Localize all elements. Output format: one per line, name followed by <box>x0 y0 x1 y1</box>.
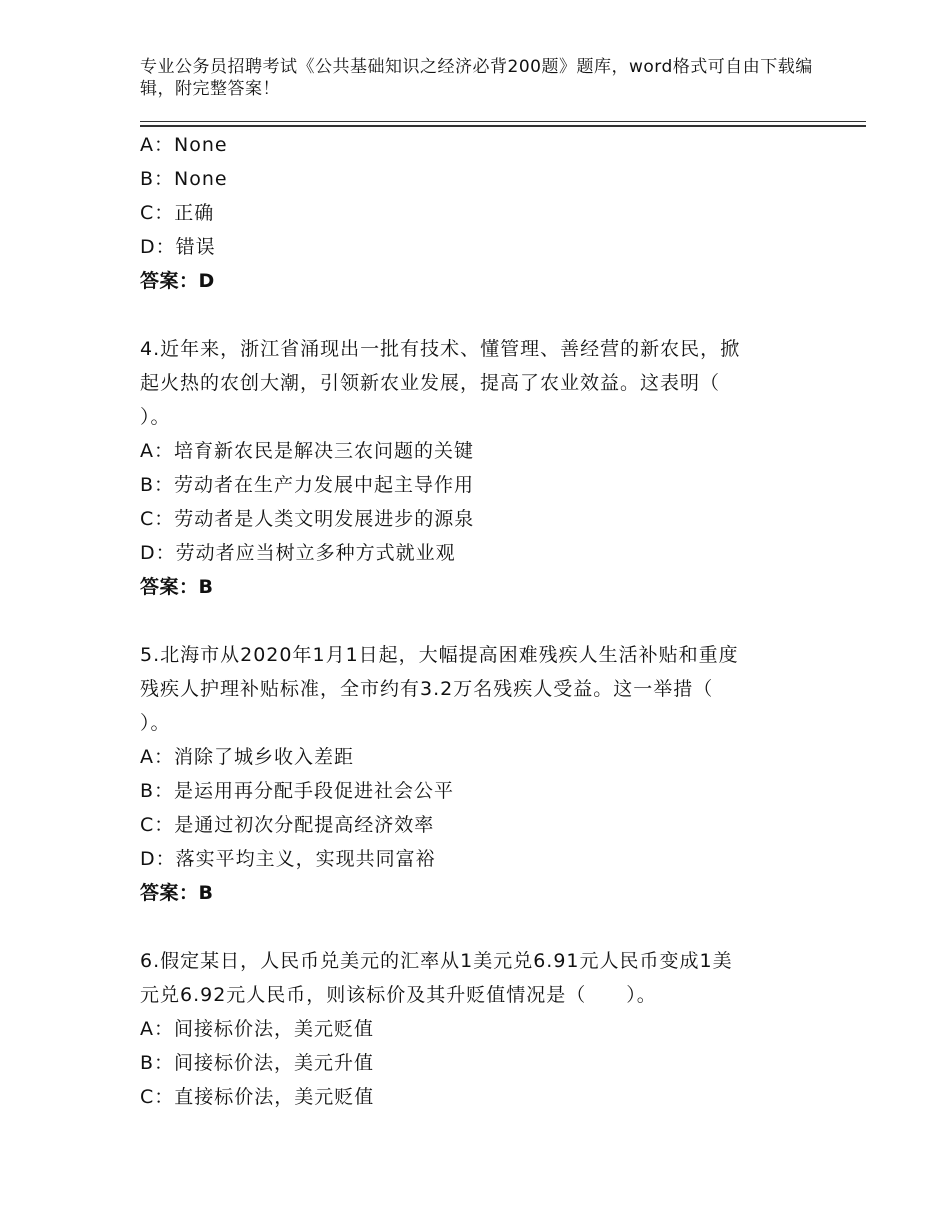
option-b: B：None <box>140 168 228 190</box>
document-header: 专业公务员招聘考试《公共基础知识之经济必背200题》题库，word格式可自由下载编辑，附完整答案！ <box>140 57 813 99</box>
option-c: C：劳动者是人类文明发展进步的源泉 <box>140 508 475 530</box>
spacer <box>140 910 810 944</box>
question-text-line: ）。 <box>140 712 171 734</box>
question-block-3 <box>140 128 810 298</box>
question-text-line: 4.近年来，浙江省涌现出一批有技术、懂管理、善经营的新农民，掀 <box>140 338 741 360</box>
question-block-6 <box>140 944 810 1114</box>
option-c: C：直接标价法，美元贬值 <box>140 1086 375 1108</box>
option-d: D：劳动者应当树立多种方式就业观 <box>140 542 456 564</box>
question-text-line: 5.北海市从2020年1月1日起，大幅提高困难残疾人生活补贴和重度 <box>140 644 739 666</box>
question-block-5 <box>140 638 810 910</box>
question-text-line: ）。 <box>140 406 171 428</box>
question-text-line: 6.假定某日，人民币兑美元的汇率从1美元兑6.91元人民币变成1美 <box>140 950 733 972</box>
option-c: C：是通过初次分配提高经济效率 <box>140 814 435 836</box>
question-block-4 <box>140 332 810 604</box>
option-b: B：间接标价法，美元升值 <box>140 1052 375 1074</box>
option-b: B：是运用再分配手段促进社会公平 <box>140 780 455 802</box>
question-text-line: 起火热的农创大潮，引领新农业发展，提高了农业效益。这表明（ <box>140 372 721 394</box>
answer-line: 答案：B <box>140 882 214 904</box>
option-a: A：间接标价法，美元贬值 <box>140 1018 374 1040</box>
option-a: A：消除了城乡收入差距 <box>140 746 354 768</box>
option-b: B：劳动者在生产力发展中起主导作用 <box>140 474 475 496</box>
question-text-line: 元兑6.92元人民币，则该标价及其升贬值情况是（ ）。 <box>140 984 657 1006</box>
answer-line: 答案：D <box>140 270 215 292</box>
option-d: D：错误 <box>140 236 216 258</box>
header-divider-thin <box>140 121 866 122</box>
option-d: D：落实平均主义，实现共同富裕 <box>140 848 436 870</box>
option-a: A：培育新农民是解决三农问题的关键 <box>140 440 474 462</box>
question-list <box>140 128 810 1114</box>
option-a: A：None <box>140 134 228 156</box>
header-divider-thick <box>140 125 866 127</box>
spacer <box>140 298 810 332</box>
question-text-line: 残疾人护理补贴标准，全市约有3.2万名残疾人受益。这一举措（ <box>140 678 714 700</box>
option-c: C：正确 <box>140 202 215 224</box>
answer-line: 答案：B <box>140 576 214 598</box>
spacer <box>140 604 810 638</box>
